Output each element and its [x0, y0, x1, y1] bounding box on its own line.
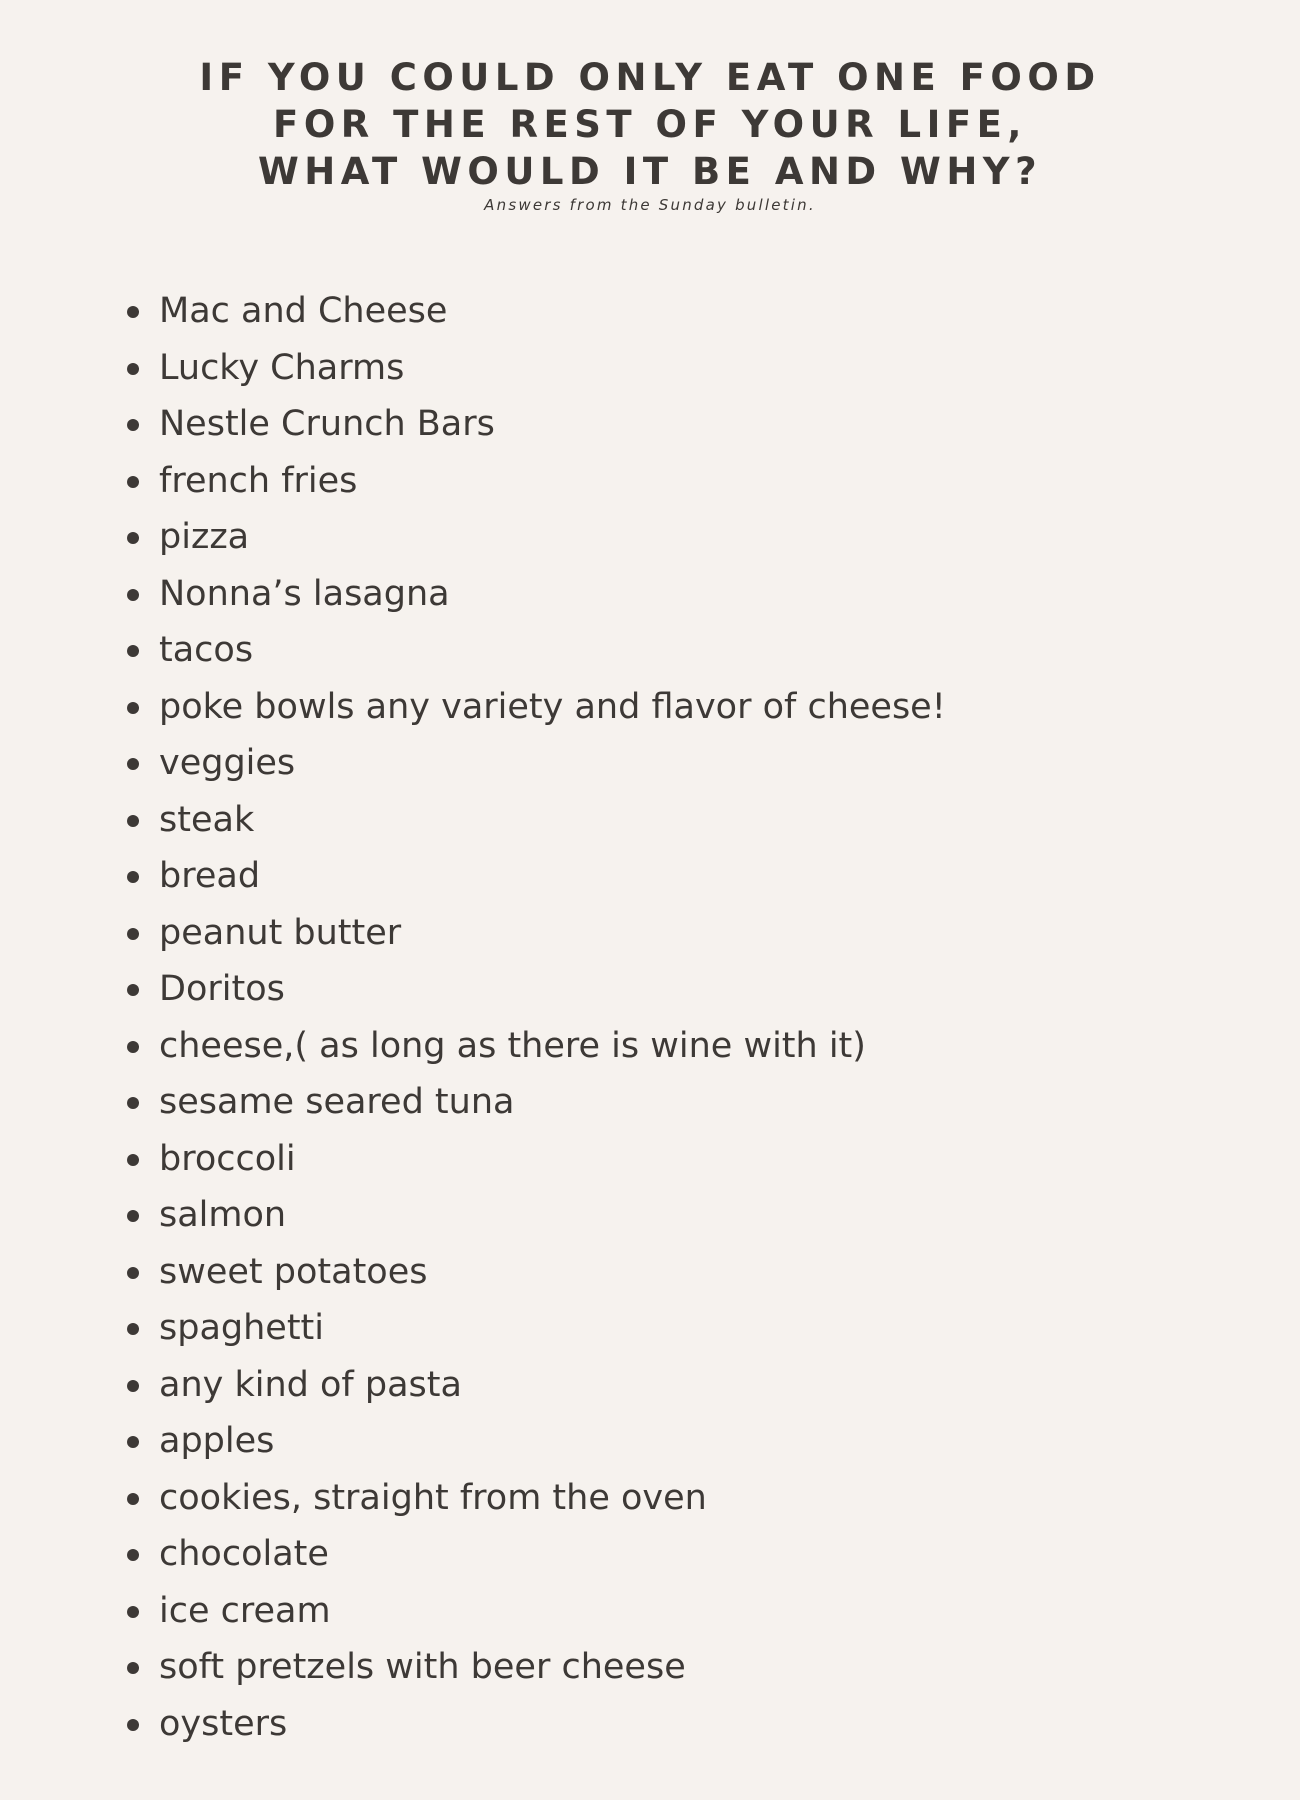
list-item-text: broccoli	[159, 1138, 296, 1179]
list-item-text: bread	[159, 856, 261, 896]
list-item-text: Lucky Charms	[159, 347, 405, 388]
list-item-text: spaghetti	[159, 1308, 325, 1348]
list-item-text: chocolate	[159, 1534, 329, 1574]
list-item-text: Nestle Crunch Bars	[159, 404, 495, 444]
list-item-text: steak	[159, 799, 255, 840]
list-item-text: tacos	[159, 630, 254, 670]
list-item-text: apples	[159, 1421, 275, 1461]
bullet-icon	[127, 758, 139, 770]
list-item-text: sweet potatoes	[159, 1251, 428, 1292]
list-item-text: sesame seared tuna	[159, 1082, 515, 1122]
list-item	[127, 566, 1227, 623]
bullet-icon	[127, 363, 139, 375]
bullet-icon	[127, 1097, 139, 1109]
bullet-icon	[127, 1267, 139, 1279]
list-item	[127, 453, 1227, 510]
list-item-text: veggies	[159, 743, 296, 783]
bullet-icon	[127, 984, 139, 996]
list-item	[127, 1187, 1227, 1244]
list-item-text: pizza	[159, 517, 250, 557]
list-item	[127, 1357, 1227, 1414]
list-item-text: ice cream	[159, 1590, 331, 1631]
page-header	[0, 54, 1300, 214]
answers-list	[127, 283, 1227, 1752]
list-item	[127, 1413, 1227, 1470]
list-item-text: oysters	[159, 1703, 288, 1744]
list-item-text: salmon	[159, 1195, 287, 1235]
list-item	[127, 848, 1227, 905]
bullet-icon	[127, 1719, 139, 1731]
bullet-icon	[127, 1606, 139, 1618]
list-item	[127, 1639, 1227, 1696]
bullet-icon	[127, 1662, 139, 1674]
bullet-icon	[127, 589, 139, 601]
list-item	[127, 1018, 1227, 1075]
bullet-icon	[127, 815, 139, 827]
bullet-icon	[127, 871, 139, 883]
bullet-icon	[127, 419, 139, 431]
list-item	[127, 905, 1227, 962]
list-item	[127, 1244, 1227, 1301]
list-item-text: Nonna’s lasagna	[159, 573, 450, 614]
bullet-icon	[127, 1380, 139, 1392]
page-title-line-1: IF YOU COULD ONLY EAT ONE FOOD	[199, 56, 1101, 99]
page-title-line-2: FOR THE REST OF YOUR LIFE,	[273, 103, 1027, 146]
list-item	[127, 509, 1227, 566]
bullet-icon	[127, 532, 139, 544]
list-item	[127, 340, 1227, 397]
bullet-icon	[127, 702, 139, 714]
list-item	[127, 792, 1227, 849]
list-item	[127, 1526, 1227, 1583]
list-item-text: Doritos	[159, 969, 285, 1009]
list-item-text: cookies, straight from the oven	[159, 1477, 707, 1518]
bullet-icon	[127, 645, 139, 657]
list-item	[127, 622, 1227, 679]
bullet-icon	[127, 928, 139, 940]
bullet-icon	[127, 476, 139, 488]
list-item	[127, 1131, 1227, 1188]
bullet-icon	[127, 1323, 139, 1335]
list-item-text: poke bowls any variety and flavor of cheese!	[159, 686, 946, 727]
page-subtitle: Answers from the Sunday bulletin.	[484, 196, 816, 214]
list-item	[127, 735, 1227, 792]
bullet-icon	[127, 1493, 139, 1505]
list-item-text: soft pretzels with beer cheese	[159, 1647, 686, 1687]
page-title-line-3: WHAT WOULD IT BE AND WHY?	[257, 150, 1043, 193]
list-item-text: Mac and Cheese	[159, 291, 448, 331]
list-item	[127, 1074, 1227, 1131]
list-item-text: cheese,( as long as there is wine with it)	[159, 1025, 866, 1066]
list-item	[127, 679, 1227, 736]
list-item	[127, 1300, 1227, 1357]
bullet-icon	[127, 1041, 139, 1053]
bullet-icon	[127, 306, 139, 318]
list-item	[127, 283, 1227, 340]
bullet-icon	[127, 1154, 139, 1166]
list-item	[127, 396, 1227, 453]
bullet-icon	[127, 1549, 139, 1561]
list-item	[127, 1696, 1227, 1753]
list-item-text: peanut butter	[159, 912, 402, 953]
list-item	[127, 961, 1227, 1018]
list-item	[127, 1583, 1227, 1640]
bullet-icon	[127, 1210, 139, 1222]
list-item-text: french fries	[159, 460, 358, 501]
list-item-text: any kind of pasta	[159, 1364, 462, 1405]
bullet-icon	[127, 1436, 139, 1448]
list-item	[127, 1470, 1227, 1527]
